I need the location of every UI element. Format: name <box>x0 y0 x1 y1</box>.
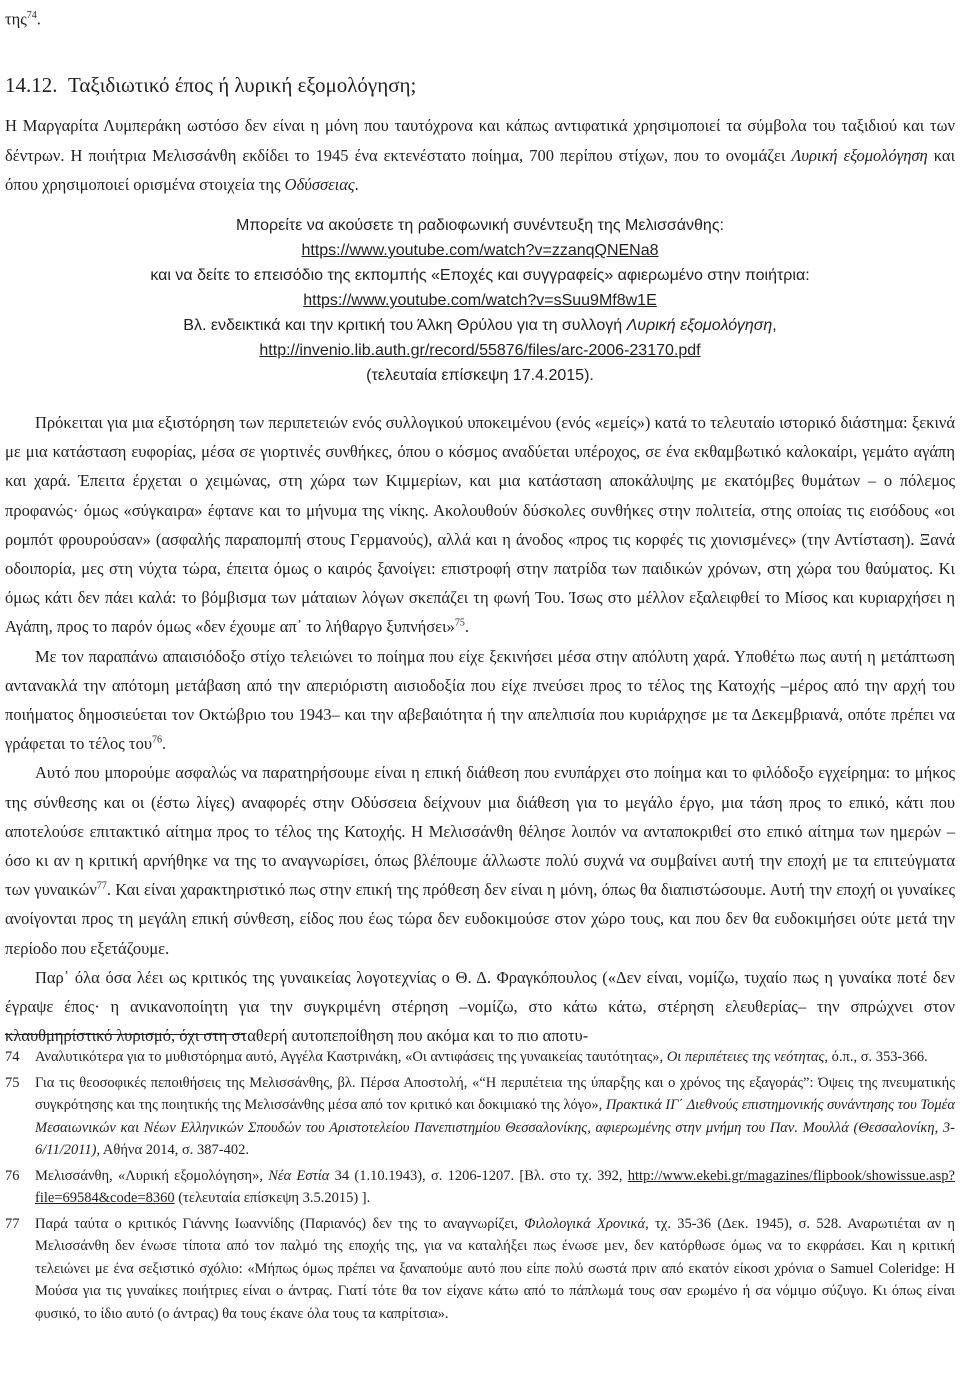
continued-text-fragment <box>5 4 41 32</box>
footnote-number: 74 <box>5 1049 20 1065</box>
invenio-pdf-link[interactable]: http://invenio.lib.auth.gr/record/55876/files/arc-2006-23170.pdf <box>259 342 701 359</box>
youtube-link-interview[interactable]: https://www.youtube.com/watch?v=zzanqQNENa8 <box>301 242 659 259</box>
section-heading <box>5 71 416 99</box>
body-paragraph-3 <box>5 758 955 962</box>
paragraph-2-text: Με τον παραπάνω απαισιόδοξο στίχο τελειώνει το ποίημα που είχε ξεκινήσει μέσα στην απόλυτη χαρά. Υποθέτω πως αυτή η μετάπτωση αντανακλά την απότομη μετάβαση από την απεριόριστη αισιοδοξία που είχε πνεύσει προς το τέλος της Κατοχής –μέρος από την αρχή του ποιήματος δημοσιεύεται τον Οκτώβριο του 1943– και την αβεβαιότητα ή την απελπισία που κυριάρχησε με τα Δεκεμβριανά, οπότε πρέπει να γράφεται το τέλος του <box>5 646 955 754</box>
footnote-77 <box>5 1213 955 1326</box>
footnote-text: , Αθήνα 2014, σ. 387-402. <box>96 1142 249 1158</box>
footnote-separator <box>5 1034 245 1035</box>
paragraph-2-end: . <box>162 734 167 754</box>
footnote-ref-74[interactable]: 74 <box>26 10 37 21</box>
footnote-italic-title: Νέα Εστία <box>268 1167 330 1184</box>
footnote-text: Μελισσάνθη, «Λυρική εξομολόγηση», <box>35 1167 269 1184</box>
footnote-ref-75[interactable]: 75 <box>454 617 465 629</box>
section-title: Ταξιδιωτικό έπος ή λυρική εξομολόγηση; <box>68 73 417 97</box>
footnote-italic-title: Φιλολογικά Χρονικά <box>524 1215 646 1232</box>
body-paragraph-4: Παρ᾽ όλα όσα λέει ως κριτικός της γυναικείας λογοτεχνίας ο Θ. Δ. Φραγκόπουλος («Δεν είναι, νομίζω, τυχαίο πως η γυναίκα ποτέ δεν έγραψε έπος· η ανικανοποίητη για την συγκριμένη στέρηση –νομίζω, στο κάτω κάτω, στέρηση ελευθερίας– την σπρώχνει στον κλαυθμηρίστικό λυρισμό, όχι στη σταθερή αυτοπεποίθηση που ακόμα και το πιο αποτυ- <box>5 967 955 1046</box>
box-line-3-text: Βλ. ενδεικτικά και την κριτική του Άλκη Θρύλου για τη συλλογή <box>183 317 623 334</box>
box-line-3 <box>5 313 955 338</box>
fragment-end: . <box>36 9 41 29</box>
footnotes-section <box>5 1046 955 1328</box>
work-title-odyssey: Οδύσσειας <box>284 175 355 194</box>
footnote-text: 34 (1.10.1943), σ. 1206-1207. [Βλ. στο τχ. 392, <box>329 1167 628 1184</box>
paragraph-1-text: Πρόκειται για μια εξιστόρηση των περιπετειών ενός συλλογικού υποκειμένου (ενός «εμείς») κατά το τελευταίο ιστορικό διάστημα: ξεκινά με μια κατάσταση ευφορίας, μέσα σε γιορτινές συνθήκες, όπου ο κόσμος αναδύεται υπέροχος, σε ένα εκθαμβωτικό καλοκαίρι, γεμάτο αγάπη και χαρά. Έπειτα έρχεται ο χειμώνας, στη χώρα των Κιμμερίων, και μια κατάσταση αποκάλυψης με εκατόμβες θυμάτων – ο πόλεμος προφανώς· όμως «σύγκαιρα» έφτανε και το μήνυμα της νίκης. Ακολουθούν δύσκολες συνθήκες στην πολιτεία, στης οποίας τις εισόδους «οι ρομπότ φρουρούσαν» (ασφαλής παραπομπή στους Γερμανούς), αλλά και η άνοδος «προς τις κορφές τις χιονισμένες» (την Αντίσταση). Ξανά οδοιπορία, μες στη νύχτα τώρα, έπειτα όμως ο καιρός ξανοίγει: επιστροφή στην πατρίδα των παιδικών χρόνων, στη χώρα του θαύματος. Κι όμως κάτι δεν πάει καλά: το βόμβισμα των μάταιων λόγων σκεπάζει τη φωνή Του. Ίσως στο μέλλον εξαλειφθεί το Μίσος και κυριαρχήσει η Αγάπη, προς το παρόν όμως «δεν έχουμε απ᾽ το λήθαργο ξυπνήσει» <box>5 413 955 637</box>
footnote-text: Παρά ταύτα ο κριτικός Γιάννης Ιωαννίδης (Παριανός) δεν της το αναγνωρίζει, <box>35 1215 525 1232</box>
footnote-text: (τελευταία επίσκεψη 3.5.2015) ]. <box>174 1190 371 1206</box>
body-paragraph-2 <box>5 642 955 759</box>
footnote-text: Αναλυτικότερα για το μυθιστόρημα αυτό, Αγγέλα Καστρινάκη, «Οι αντιφάσεις της γυναικείας ταυτότητας», <box>35 1049 667 1065</box>
resource-links-box <box>5 213 955 388</box>
work-title-lyriki: Λυρική εξομολόγηση <box>791 145 928 165</box>
footnote-number: 75 <box>5 1074 20 1091</box>
box-line-3-end: , <box>772 317 777 334</box>
footnote-italic-title: Πρακτικά ΙΓ΄ Διεθνούς επιστημονικής συνάντησης του Τομέα Μεσαιωνικών και Νέων Ελληνικών Σπουδών του Αριστοτελείου Πανεπιστημίου Θεσσαλονίκης, αφιερωμένης στην μνήμη του Παν. Μουλλά (Θεσσαλονίκη, 3-6/11/2011) <box>35 1097 955 1158</box>
paragraph-3-end: . Και είναι χαρακτηριστικό πως στην επική της πρόθεση δεν είναι η μόνη, όπως θα διαπιστώσουμε. Αυτή την εποχή οι γυναίκες ανοίγονται προς τη μεγάλη επική σύνθεση, είδος που έως τώρα δεν ευδοκιμούσε στον χώρο τους, και που δεν θα ευδοκιμήσει ούτε μετά την περίοδο που εξετάζουμε. <box>5 880 955 958</box>
footnote-ref-77[interactable]: 77 <box>96 880 107 892</box>
footnote-text: , ό.π., σ. 353-366. <box>824 1049 928 1065</box>
footnote-75 <box>5 1072 955 1162</box>
footnote-text: , τχ. 35-36 (Δεκ. 1945), σ. 528. Αναρωτιέται αν η Μελισσάνθη δεν ένωσε τίποτα από τον παλμό της εποχής της, για να καταλήξει πως ένωσε μεν, δεν κατόρθωσε όμως να το εκφράσει. Και η κριτική τελειώνει με ένα σεξιστικό σχόλιο: «Μήπως όμως πρέπει να ξαναπούμε αυτό που είπε πολύ σωστά πριν από εκατόν είκοσι χρόνια ο Samuel Coleridge: Η Μούσα για τις γυναίκες ποιήτριες είναι ο άντρας. Γιατί τότε θα τον είχανε κάτω από το πάπλωμά τους σαν ερωμένο ή σα νόμιμο σύζυγο. Κι όπως είναι φυσικό, το ίδιο αυτό (ο άντρας) θα τους έκανε όλα τους τα καπρίτσια». <box>35 1215 955 1322</box>
box-line-1: Μπορείτε να ακούσετε τη ραδιοφωνική συνέντευξη της Μελισσάνθης: <box>236 217 724 234</box>
intro-text-3: . <box>354 175 359 194</box>
box-line-3-title: Λυρική εξομολόγηση <box>626 317 773 334</box>
footnote-italic-title: Οι περιπέτειες της νεότητας <box>666 1049 825 1065</box>
paragraph-3-text: Αυτό που μπορούμε ασφαλώς να παρατηρήσουμε είναι η επική διάθεση που ενυπάρχει στο ποίημα και το φιλόδοξο εγχείρημα: το μήκος της σύνθεσης και οι (έστω λίγες) αναφορές στην Οδύσσεια δείχνουν μια διάθεση για το μεγάλο έργο, μια τάση προς το επικό, κάτι που αποτελούσε επιτακτικό αίτημα προς το τέλος της Κατοχής. Η Μελισσάνθη θέλησε λοιπόν να ανταποκριθεί στο επικό αίτημα των ημερών – όσο κι αν η κριτική αρνήθηκε να της το αναγνωρίσει, όπως βλέπουμε άλλωστε πολύ συχνά να συμβαίνει αυτή την εποχή με τα επιτεύγματα των γυναικών <box>5 763 955 900</box>
youtube-link-episode[interactable]: https://www.youtube.com/watch?v=sSuu9Mf8w1E <box>303 292 657 309</box>
intro-text-1: Η Μαργαρίτα Λυμπεράκη ωστόσο δεν είναι η μόνη που ταυτόχρονα και κάπως αντιφατικά χρησιμοποιεί τα σύμβολα του ταξιδιού και των δέντρων. Η ποιήτρια Μελισσάνθη εκδίδει το 1945 ένα εκτενέστατο ποίημα, 700 περίπου στίχων, που το ονομάζει <box>5 116 955 165</box>
footnote-number: 77 <box>5 1215 20 1232</box>
footnote-number: 76 <box>5 1167 20 1184</box>
footnote-74 <box>5 1046 955 1069</box>
footnote-text: Για τις θεοσοφικές πεποιθήσεις της Μελισσάνθης, βλ. Πέρσα Αποστολή, «“Η περιπέτεια της ύπαρξης και ο χρόνος της εξαγοράς”: Όψεις της πνευματικής συγκρότησης και της ποιητικής της Μελισσάνθης μέσα από τον κριτικό και δοκιμιακό της λόγο», <box>35 1074 955 1113</box>
fragment-text: της <box>5 9 27 29</box>
main-text <box>5 408 955 1050</box>
body-paragraph-1 <box>5 408 955 642</box>
footnote-76 <box>5 1165 955 1210</box>
intro-text-2: και όπου χρησιμοποιεί ορισμένα στοιχεία της <box>5 145 956 194</box>
intro-paragraph <box>5 111 955 200</box>
box-line-4: (τελευταία επίσκεψη 17.4.2015). <box>366 367 594 384</box>
paragraph-1-end: . <box>464 617 469 637</box>
section-number: 14.12. <box>5 73 58 97</box>
footnote-ref-76[interactable]: 76 <box>152 734 162 746</box>
footnote-link[interactable]: http://www.ekebi.gr/magazines/flipbook/showissue.asp?file=69584&code=8360 <box>35 1167 955 1206</box>
box-line-2: και να δείτε το επεισόδιο της εκπομπής «Εποχές και συγγραφείς» αφιερωμένο στην ποιήτρια: <box>150 267 810 284</box>
